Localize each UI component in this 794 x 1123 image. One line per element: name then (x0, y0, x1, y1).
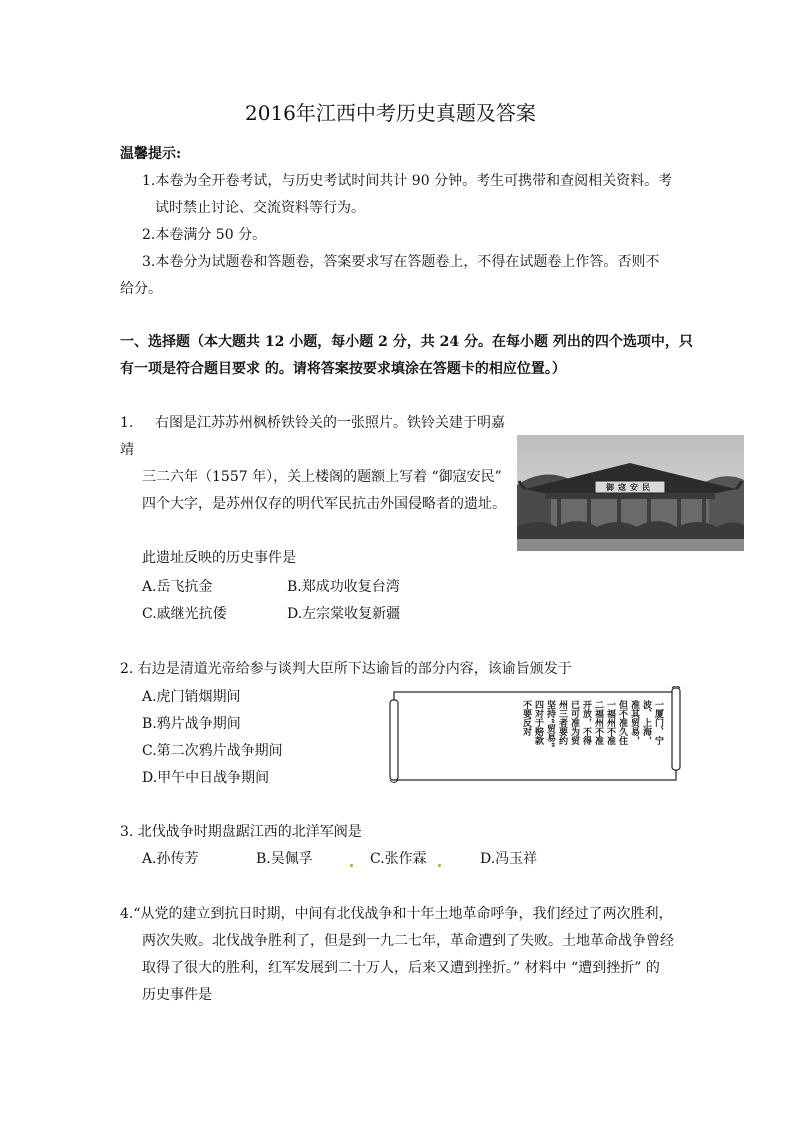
q3-stem: 3. 北伐战争时期盘踞江西的北洋军阀是 (120, 824, 362, 840)
q1-option-a: A.岳飞抗金 (142, 579, 213, 595)
scroll-text-column: 波、上海， (641, 700, 651, 745)
notice-item-3-line-1: 3.本卷分为试题卷和答题卷，答案要求写在答题卷上，不得在试题卷上作答。否则不 (142, 254, 660, 270)
q4-line-2: 两次失败。北伐战争胜利了，但是到一九二七年，革命遭到了失败。土地革命战争曾经 (142, 933, 674, 949)
stray-mark-dot (438, 864, 441, 867)
q2-stem: 2. 右边是清道光帝给参与谈判大臣所下达谕旨的部分内容，该谕旨颁发于 (120, 661, 572, 677)
notice-item-1-line-1: 1.本卷为全开卷考试，与历史考试时间共计 90 分钟。考生可携带和查阅相关资料。考 (142, 173, 673, 189)
notice-item-1-line-2: 试时禁止讨论、交流资料等行为。 (155, 200, 365, 216)
q1-line-3: 四个大字，是苏州仅存的明代军民抗击外国侵略者的遗址。 (142, 496, 506, 512)
q3-option-b: B.吴佩孚 (256, 851, 313, 867)
scroll-text-column: 一福州不准 (605, 700, 615, 745)
scroll-text-column: 已可准为贸 (569, 700, 579, 745)
tieling-pass-photo (517, 435, 744, 551)
edict-scroll-image (388, 686, 682, 786)
scroll-text-column: 不要反对 (521, 700, 531, 736)
scroll-text-column: 但不准久住 (617, 700, 627, 745)
q1-line-1: 右图是江苏苏州枫桥铁铃关的一张照片。铁铃关建于明嘉 (155, 415, 505, 431)
q1-option-b: B.郑成功收复台湾 (287, 579, 400, 595)
q2-option-d: D.甲午中日战争期间 (142, 770, 270, 786)
q3-option-d: D.冯玉祥 (480, 851, 538, 867)
scroll-text-column: 四对于赔款 (533, 700, 543, 745)
scroll-text-column: 州三者要约 (557, 700, 567, 745)
q4-line-4: 历史事件是 (142, 987, 212, 1003)
section-heading-line-1: 一、选择题（本大题共 12 小题，每小题 2 分，共 24 分。在每小题 列出的四个选项中，只 (120, 334, 693, 350)
page-title: 2016年江西中考历史真题及答案 (245, 101, 536, 125)
photo-sign-text: 御寇安民 (606, 482, 654, 492)
q1-line-1b: 靖 (120, 442, 134, 458)
stray-mark-dot (350, 864, 353, 867)
q1-stem: 此遗址反映的历史事件是 (142, 550, 296, 566)
q3-option-c: C.张作霖 (370, 851, 427, 867)
q1-option-c: C.戚继光抗倭 (142, 606, 227, 622)
notice-heading: 温馨提示: (120, 146, 182, 162)
scroll-text-column: 一厦门、宁 (653, 700, 663, 745)
q1-option-d: D.左宗棠收复新疆 (287, 606, 401, 622)
q1-line-2: 三二六年（1557 年），关上楼阁的题额上写着 “御寇安民” (142, 469, 502, 485)
q3-option-a: A.孙传芳 (142, 851, 199, 867)
q4-line-3: 取得了很大的胜利，红军发展到二十万人，后来又遭到挫折。” 材料中 “遭到挫折” 的 (142, 960, 660, 976)
scroll-text-column: 开放，不得 (581, 700, 591, 745)
section-heading-line-2: 有一项是符合题目要求 的。请将答案按要求填涂在答题卡的相应位置。） (120, 361, 566, 377)
notice-item-3-line-2: 给分。 (120, 281, 162, 297)
q2-option-b: B.鸦片战争期间 (142, 716, 241, 732)
scroll-text-column: 二福州不准 (593, 700, 603, 745)
q1-number: 1. (120, 415, 134, 431)
scroll-text-column: 准其贸易， (629, 700, 639, 745)
q4-line-1: 4.“从党的建立到抗日时期，中间有北伐战争和十年土地革命呼争，我们经过了两次胜利， (120, 906, 673, 922)
scroll-text-column: 坚持“贸易” (545, 700, 555, 748)
q2-option-a: A.虎门销烟期间 (142, 689, 241, 705)
q2-option-c: C.第二次鸦片战争期间 (142, 743, 283, 759)
notice-item-2: 2.本卷满分 50 分。 (142, 227, 267, 243)
